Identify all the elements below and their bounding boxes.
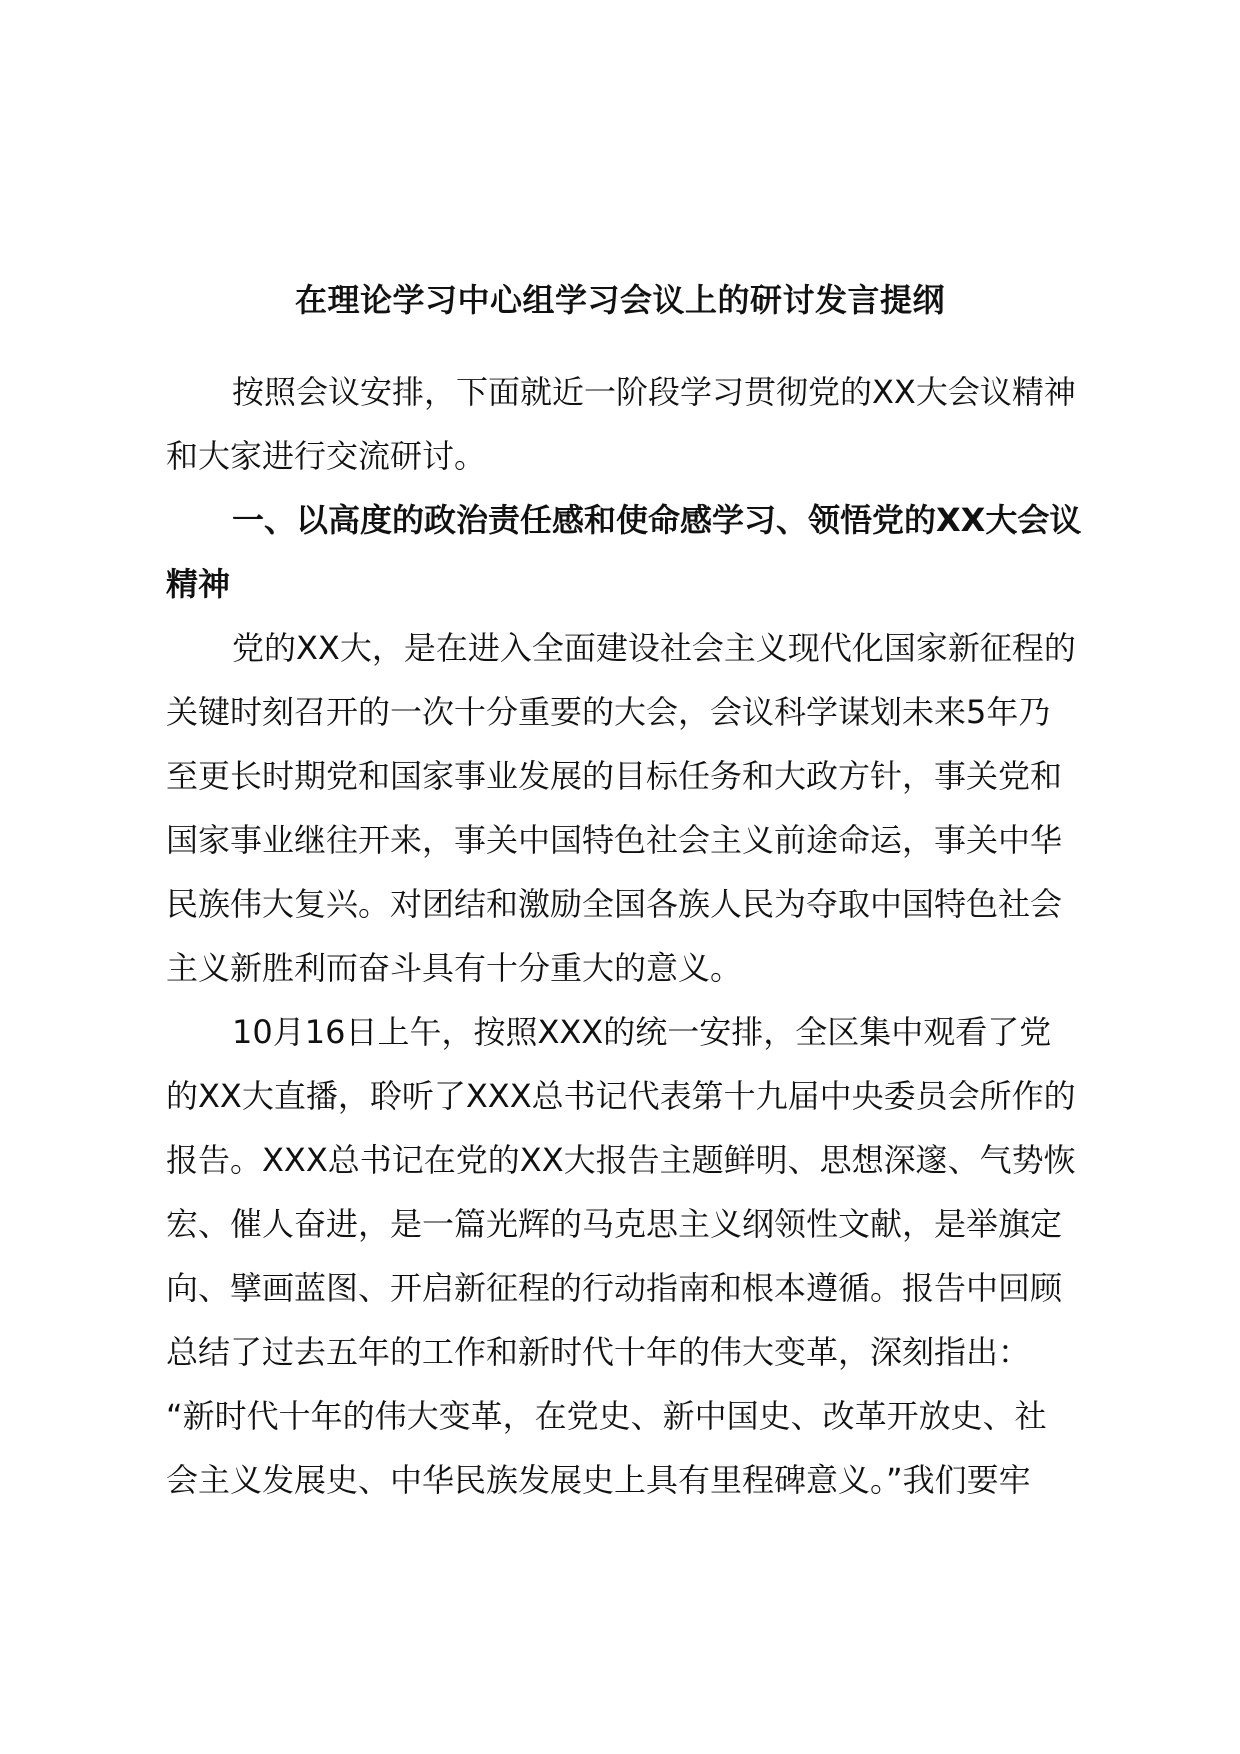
- paragraph-line: 总结了过去五年的工作和新时代十年的伟大变革，深刻指出：: [166, 1333, 1031, 1371]
- paragraph-line: 10月16日上午，按照XXX的统一安排，全区集中观看了党: [232, 1013, 1052, 1051]
- paragraph-line: 报告。XXX总书记在党的XX大报告主题鲜明、思想深邃、气势恢: [166, 1141, 1076, 1179]
- paragraph-line: 宏、催人奋进，是一篇光辉的马克思主义纲领性文献，是举旗定: [166, 1205, 1063, 1243]
- paragraph-line: 按照会议安排，下面就近一阶段学习贯彻党的XX大会议精神: [232, 373, 1076, 411]
- paragraph-line: 党的XX大，是在进入全面建设社会主义现代化国家新征程的: [232, 629, 1076, 667]
- paragraph-line: 和大家进行交流研讨。: [166, 437, 487, 475]
- paragraph-line: 至更长时期党和国家事业发展的目标任务和大政方针，事关党和: [166, 757, 1063, 795]
- section-heading-line: 一、以高度的政治责任感和使命感学习、领悟党的XX大会议: [232, 501, 1082, 539]
- paragraph-line: 会主义发展史、中华民族发展史上具有里程碑意义。”我们要牢: [166, 1461, 1031, 1499]
- paragraph-line: “新时代十年的伟大变革，在党史、新中国史、改革开放史、社: [166, 1397, 1047, 1435]
- paragraph-line: 向、擘画蓝图、开启新征程的行动指南和根本遵循。报告中回顾: [166, 1269, 1063, 1307]
- paragraph-line: 民族伟大复兴。对团结和激励全国各族人民为夺取中国特色社会: [166, 885, 1063, 923]
- section-heading-line: 精神: [166, 565, 231, 603]
- paragraph-line: 国家事业继往开来，事关中国特色社会主义前途命运，事关中华: [166, 821, 1063, 859]
- document-body: [166, 360, 1114, 1512]
- paragraph-line: 主义新胜利而奋斗具有十分重大的意义。: [166, 949, 743, 987]
- paragraph-line: 关键时刻召开的一次十分重要的大会，会议科学谋划未来5年乃: [166, 693, 1051, 731]
- paragraph-line: 的XX大直播，聆听了XXX总书记代表第十九届中央委员会所作的: [166, 1077, 1076, 1115]
- document-title: 在理论学习中心组学习会议上的研讨发言提纲: [294, 281, 945, 319]
